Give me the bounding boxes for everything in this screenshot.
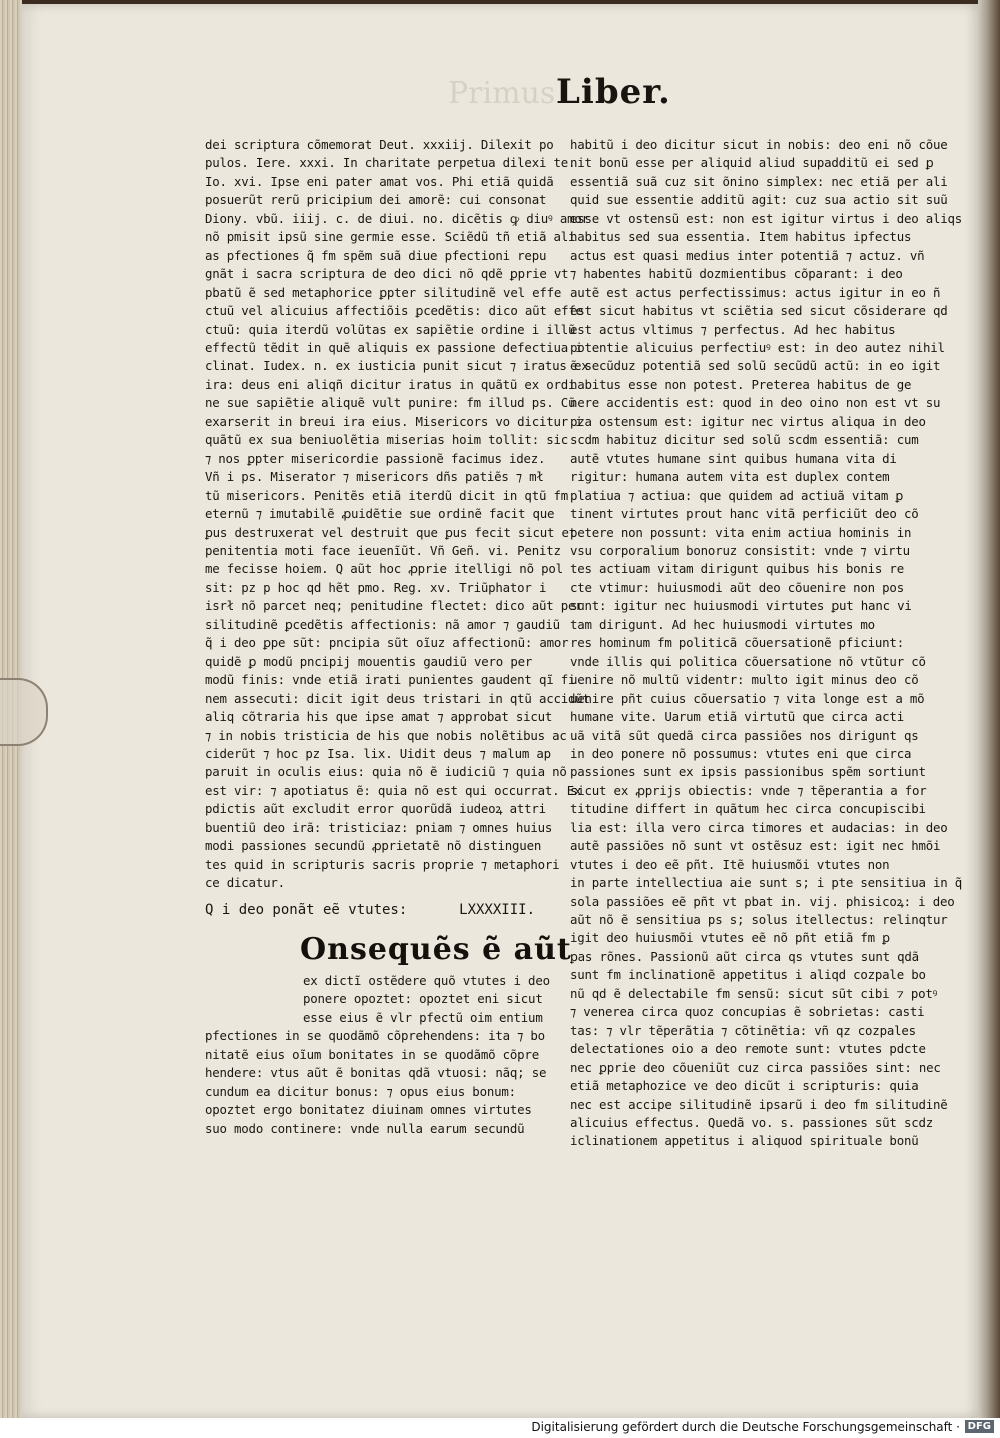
chapter-number: LXXXXIII. [459,902,535,918]
text-line: humane vite. Uarum etiã virtutũ que circa acti [570,709,904,725]
dfg-logo: DFG [965,1420,994,1433]
text-line: as pfectiones q̃ fm spẽm suã diue pfectioni repu [205,247,547,263]
text-line: habitus esse non potest. Preterea habitus de ge [570,376,912,392]
text-line: autẽ vtutes humane sint quibus humana vita di [570,450,897,466]
text-line: ponere opoztet: opoztet eni sicut [303,991,543,1007]
text-line: essentiã suã cuz sit õnino simplex: nec etiã per ali [570,173,948,189]
text-line: alicuius effectus. Quedã vo. s. passiones sũt scdz [570,1115,933,1131]
right-column [570,136,963,1151]
text-line: est actus vltimus ⁊ perfectus. Ad hec habitus [570,321,896,337]
text-line: nit bonũ esse per aliquid aliud supadditũ ei sed ꝑ [570,155,934,171]
text-line: pbatũ ẽ sed metaphorice ꝑpter silitudinẽ vel effe [205,284,562,300]
text-line: sit: pz p hoc qd hẽt pmo. Reg. xv. Triũphator i [205,579,547,595]
text-line: hendere: vtus aũt ẽ bonitas qdã vtuosi: nãq; se [205,1065,547,1081]
text-line: nec est accipe silitudinẽ ipsarũ i deo fm silitudinẽ [570,1096,948,1112]
text-line: nũ qd ẽ delectabile fm sensũ: sicut sũt cibi ⁊ potꝰ [570,985,938,1001]
text-line: ⁊ habentes habitũ dozmientibus cõparant: i deo [570,266,903,282]
text-line: in parte intellectiua aie sunt s; i pte sensitiua in q̃ [570,875,963,891]
text-line: ꝑus destruxerat vel destruit que ꝑus fecit sicut et [205,524,577,540]
text-line: ⁊ venerea circa quoz concupias ẽ sobrietas: casti [570,1004,925,1020]
text-line: sunt fm inclinationẽ appetitus i aliqd cozpale bo [570,967,926,983]
text-line: ciderũt ⁊ hoc pz Isa. lix. Uidit deus ⁊ malum ap [205,745,551,761]
text-line: nec ꝑprie deo cõueniũt cuz circa passiões sint: nec [570,1059,941,1075]
text-line: in deo ponere nõ possumus: vtutes eni que circa [570,745,912,761]
text-line: habitũ i deo dicitur sicut in nobis: deo eni nõ cõue [570,137,948,152]
text-line: uenire pñt cuius cõuersatio ⁊ vita longe est a mõ [570,690,925,706]
page-header: Liber. [556,72,671,112]
text-line: pdictis aũt excludit error quorũdã iudeoꝝ attri [205,801,546,817]
text-line: vnde illis qui politica cõuersatione nõ vtũtur cõ [570,653,926,669]
text-line: etiã metaphozice ve deo dicũt i scripturis: quia [570,1078,919,1094]
text-line: modũ finis: vnde etiã irati punientes gaudent qĩ fi [205,672,576,688]
text-line: tes actiuam vitam dirigunt quibus his bonis re [570,561,904,577]
chapter-initial: Onsequẽs ẽ aũt [300,932,572,967]
text-line: Diony. vbũ. iiij. c. de diui. no. dicẽtis ꝙ diuꝰ amor [205,210,589,226]
text-line: ira: deus eni aliqñ dicitur iratus in quãtũ ex ordi [205,376,576,392]
text-line: Vñ i ps. Miserator ⁊ misericors dñs patiẽs ⁊ mł [205,469,544,485]
text-line: est sicut habitus vt sciẽtia sed sicut cõsiderare qd [570,303,948,319]
text-line: lia est: illa vero circa timores et audacias: in deo [570,819,948,835]
text-line: aũt nõ ẽ sensitiua ps s; solus itellectus: relinqtur [570,912,948,928]
text-line: tam dirigunt. Ad hec huiusmodi virtutes mo [570,616,875,632]
text-line: ce dicatur. [205,875,285,891]
text-line: vsu corporalium bonoruz consistit: vnde ⁊ virtu [570,542,910,558]
text-line: ctuũ: quia iterdũ volũtas ex sapiẽtie ordine i illũ [205,321,576,337]
bleed-through-text: Primus [448,76,556,111]
text-line: potentie alicuius perfectiuꝰ est: in deo autez nihil [570,339,945,355]
text-line: gnãt i sacra scriptura de deo dici nõ qdẽ ꝑprie vt [205,266,569,282]
text-line: q̃ i deo ꝑpe sũt: pncipia sũt oĩuz affectionũ: amor [205,635,569,651]
text-line: uenire nõ multũ videntr: multo igit minus deo cõ [570,672,919,688]
text-line: quidẽ ꝑ modũ pncipij mouentis gaudiũ vero per [205,653,533,669]
text-line: clinat. Iudex. n. ex iusticia punit sicut ⁊ iratus ex [205,358,589,374]
text-line: me fecisse hoiem. Q aũt hoc ꝓprie itelligi nõ pol [205,561,563,577]
text-line: quãtũ ex sua beniuolẽtia miserias hoim tollit: sic [205,432,568,448]
text-line: igit deo huiusmõi vtutes eẽ nõ pñt etiã fm ꝑ [570,930,890,946]
chapter-title: Q i deo ponãt eẽ vtutes: [205,902,408,918]
text-line: suo modo continere: vnde nulla earum secundũ [205,1120,525,1136]
text-line: scdm habituz dicitur sed solũ scdm essentiã: cum [570,432,919,448]
text-line: dei scriptura cõmemorat Deut. xxxiij. Dilexit po [205,137,554,152]
text-line: ctuũ vel alicuius affectiõis ꝑcedẽtis: dico aũt effe [205,303,583,319]
text-line: ꝑas rõnes. Passionũ aũt circa qs vtutes sunt qdã [570,948,919,964]
text-line: sicut ex ꝓprijs obiectis: vnde ⁊ tẽperantia a for [570,782,927,798]
text-line: petere non possunt: vita enim actiua hominis in [570,524,912,540]
text-line: autẽ passiões nõ sunt vt ostẽsuz est: igit nec hmõi [570,838,941,854]
text-line: sola passiões eẽ pñt vt pbat in. vij. phisicoꝝ: i deo [570,893,955,909]
text-line: penitentia moti face ieuenĩũt. Vñ Geñ. vi. Penitz [205,542,561,558]
text-line: passiones sunt ex ipsis passionibus spẽm sortiunt [570,764,926,780]
text-line: buentiũ deo irã: tristiciaz: pniam ⁊ omnes huius [205,819,553,835]
text-line: effectũ tẽdit in quẽ aliquis ex passione defectiua i [205,339,583,355]
text-line: ne sue sapiẽtie aliquẽ vult punire: fm illud ps. Cũ [205,395,576,411]
text-line: modi passiones secundũ ꝓprietatẽ nõ distinguen [205,838,542,854]
text-line: uã vitã sũt quedã circa passiões nos dirigunt qs [570,727,919,743]
text-line: ex dictĩ ostẽdere quõ vtutes i deo [303,973,550,988]
text-line: Io. xvi. Ipse eni pater amat vos. Phi etiã quidã [205,173,554,189]
text-line: iclinationem appetitus i aliquod spirituale bonũ [570,1133,919,1149]
text-line: tas: ⁊ vlr tẽperãtia ⁊ cõtinẽtia: vñ qz cozpales [570,1022,916,1038]
text-line: quid sue essentie additũ agit: cuz sua actio sit suũ [570,192,948,208]
text-line: nitatẽ eius oĩum bonitates in se quodãmõ cõpre [205,1046,539,1062]
text-line: nem assecuti: dicit igit deus tristari in qtũ accidũt [205,690,590,706]
text-line: cte vtimur: huiusmodi aũt deo cõuenire non pos [570,579,904,595]
footer-credit: Digitalisierung gefördert durch die Deutsche Forschungsgemeinschaft · [531,1420,960,1434]
text-line: ẽ secũduz potentiã sed solũ secũdũ actũ: in eo igit [570,358,941,374]
text-line: habitus sed sua essentia. Item habitus ipfectus [570,229,912,245]
chapter-heading [205,902,535,918]
text-line: opoztet ergo bonitatez diuinam omnes virtutes [205,1102,532,1118]
text-line: actus est quasi medius inter potentiã ⁊ actuz. vñ [570,247,925,263]
text-line: sunt: igitur nec huiusmodi virtutes ꝑut hanc vi [570,598,912,614]
text-line: delectationes oio a deo remote sunt: vtutes pdcte [570,1041,926,1057]
text-line: pulos. Iere. xxxi. In charitate perpetua dilexi te. [205,155,576,171]
text-line: nõ pmisit ipsũ sine germie esse. Sciẽdũ tñ etiã ali [205,229,576,245]
footer-bar [0,1418,1000,1438]
left-column [205,136,590,893]
text-line: aliq cõtraria his que ipse amat ⁊ approbat sicut [205,709,553,725]
text-line: res hominum fm politicã cõuersationẽ pficiunt: [570,635,904,651]
text-line: ⁊ in nobis tristicia de his que nobis nolẽtibus ac [205,727,567,743]
text-line: paruit in oculis eius: quia nõ ẽ iudiciũ ⁊ quia nõ [205,764,567,780]
text-line: cundum ea dicitur bonus: ⁊ opus eius bonum: [205,1083,516,1099]
text-line: eternũ ⁊ imutabilẽ ꝓuidẽtie sue ordinẽ facit que [205,506,555,522]
text-line: ⁊ nos ꝑpter misericordie passionẽ facimus idez. [205,450,546,466]
text-line: esse eius ẽ vlr pfectũ oim entium [303,1009,543,1025]
text-line: isrł nõ parcet neq; penitudine flectet: dico aũt per [205,598,583,614]
text-line: tũ misericors. Penitẽs etiã iterdũ dicit in qtũ fm [205,487,568,503]
text-line: rigitur: humana autem vita est duplex contem [570,469,890,485]
text-line: exarserit in breui ira eius. Misericors vo dicitur i [205,413,583,429]
text-line: tinent virtutes prout hanc vitã perficiũt deo cõ [570,506,919,522]
text-line: pfectiones in se quodãmõ cõprehendens: ita ⁊ bo [205,1028,545,1044]
text-line: posuerũt rerũ pricipium dei amorẽ: cui consonat [205,192,547,208]
text-line: vtutes i deo eẽ pñt. Itẽ huiusmõi vtutes non [570,856,890,872]
text-line: est vir: ⁊ apotiatus ẽ: quia nõ est qui occurrat. Ex [205,782,582,798]
text-line: esse vt ostensũ est: non est igitur virtus i deo aliqs [570,210,963,226]
text-line: tes quid in scripturis sacris proprie ⁊ metaphori [205,856,560,872]
text-line: titudine differt in quãtum hec circa concupiscibi [570,801,926,817]
text-line: pza ostensum est: igitur nec virtus aliqua in deo [570,413,926,429]
page-edge-right [978,0,1000,1420]
left-column-continued [205,972,550,1138]
text-line: platiua ⁊ actiua: que quidem ad actiuã vitam ꝑ [570,487,904,503]
text-line: silitudinẽ ꝑcedẽtis affectionis: nã amor ⁊ gaudiũ [205,616,560,632]
text-line: autẽ est actus perfectissimus: actus igitur in eo ñ [570,284,941,300]
text-line: nere accidentis est: quod in deo oino non est vt su [570,395,941,411]
